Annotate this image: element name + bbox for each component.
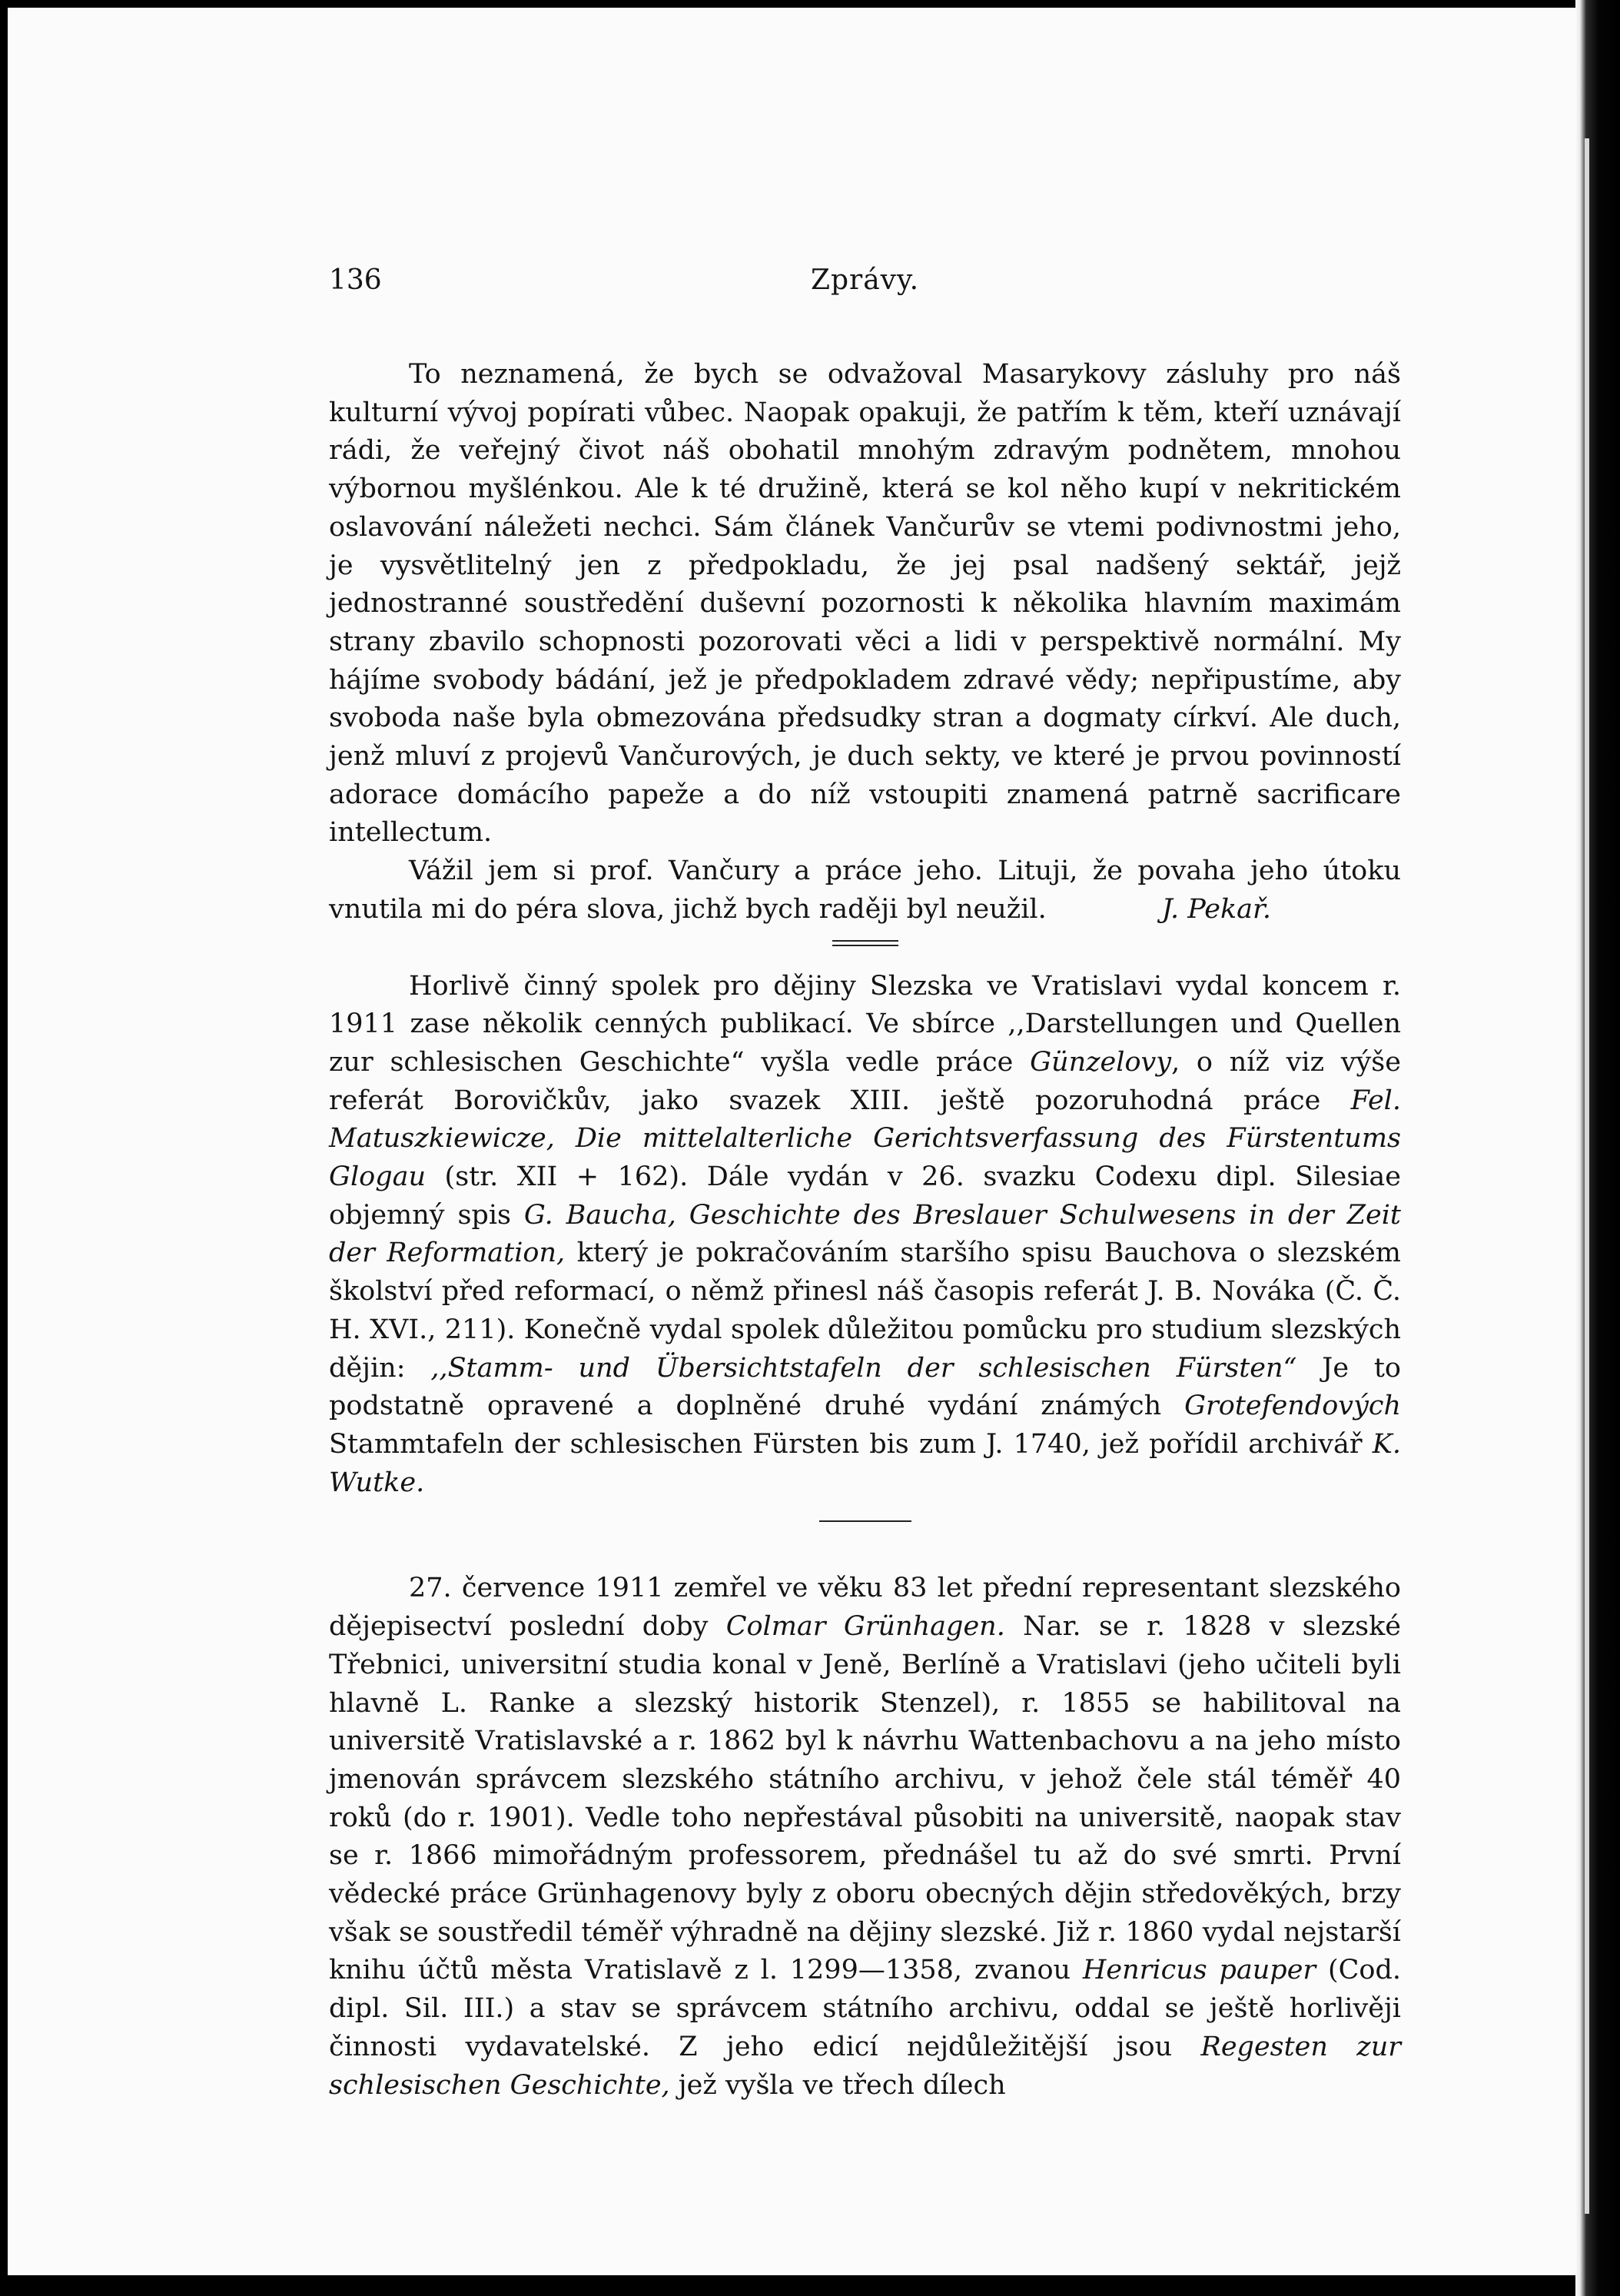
italic-run: G. Baucha, Geschichte des Breslauer Schulwesens in der Zeit der Reformation, bbox=[329, 1199, 1401, 1269]
signature: J. Pekař. bbox=[1161, 893, 1272, 925]
text-run: Nar. se r. 1828 v slezské Třebnici, universitní studia konal v Jeně, Berlíně a Vratislavi (jeho učiteli byli hlavně L. Ranke a slezský historik Stenzel), r. 1855 se habilitoval na universitě Vratislavské a r. 1862 byl k návrhu Wattenbachovu a na jeho místo jmenován správcem slezského státního archivu, v jehož čele stál téměř 40 roků (do r. 1901). Vedle toho nepřestával působiti na universitě, naopak stav se r. 1866 mimořádným professorem, přednášel tu až do své smrti. První vědecké práce Grünhagenovy byly z oboru obecných dějin středověkých, brzy však se soustředil téměř výhradně na dějiny slezské. Již r. 1860 vydal nejstarší knihu účtů města Vratislavě z l. 1299—1358, zvanou bbox=[329, 1611, 1401, 1986]
single-rule-divider bbox=[819, 1520, 911, 1522]
italic-run: Henricus pauper bbox=[1082, 1955, 1316, 1986]
italic-run: Grotefendových bbox=[1184, 1391, 1401, 1422]
running-head: Zprávy. bbox=[810, 264, 920, 296]
paragraph-pekar-reply: To neznamená, že bych se odvažoval Masarykovy zásluhy pro náš kulturní vývoj popírati vůbec. Naopak opakuji, že patřím k těm, kteří uznávají rádi, že veřejný čivot náš obohatil mnohým zdravým podnětem, mnohou výbornou myšlénkou. Ale k té družině, která se kol něho kupí v nekritickém oslavování náležeti nechci. Sám článek Vančurův se vtemi podivnostmi jeho, je vysvětlitelný jen z předpokladu, že jej psal nadšený sektář, jejž jednostranné soustředění duševní pozornosti k několika hlavním maximám strany zbavilo schopnosti pozorovati věci a lidi v perspektivě normální. My hájíme svobody bádání, jež je předpokladem zdravé vědy; nepřipustíme, aby svoboda naše byla obmezována předsudky stran a dogmaty církví. Ale duch, jenž mluví z projevů Vančurových, je duch sekty, ve které je prvou povinností adorace domácího papeže a do níž vstoupiti znamená patrně sacrificare intellectum. bbox=[329, 359, 1401, 849]
text-run: jež vyšla ve třech dílech bbox=[669, 2069, 1006, 2101]
text-run: Horlivě činný spolek pro dějiny Slezska ve Vratislavi vydal koncem r. 1911 zase několik cenných publikací. Ve sbírce ,,Darstellungen und Quellen zur schlesischen Geschichte“ vyšla vedle práce bbox=[329, 970, 1401, 1078]
text-run: (str. XII + 162). Dále vydán v 26. svazku Codexu dipl. Silesiae objemný spis bbox=[329, 1161, 1401, 1231]
text-run: , o níž viz výše referát Borovičkův, jako svazek XIII. ještě pozoruhodná práce bbox=[329, 1046, 1401, 1116]
italic-run: Günzelovy bbox=[1030, 1046, 1172, 1078]
page-number: 136 bbox=[329, 264, 382, 296]
italic-run: Regesten zur schlesischen Geschichte, bbox=[329, 2031, 1401, 2101]
book-page bbox=[8, 8, 1575, 2275]
closing-text: Vážil jem si prof. Vančury a práce jeho. Lituji, že povaha jeho útoku vnutila mi do péra slova, jichž bych raději byl neužil. bbox=[329, 856, 1401, 925]
paragraph-closing bbox=[329, 852, 1401, 929]
page-header bbox=[329, 261, 1401, 300]
scan-border-edge bbox=[1575, 0, 1620, 2296]
italic-run: K. Wutke. bbox=[329, 1428, 1401, 1498]
page-edge-shadow bbox=[1585, 138, 1589, 2214]
text-run: který je pokračováním staršího spisu Bauchova o slezském školství před reformací, o němž přinesl náš časopis referát J. B. Nováka (Č. Č. H. XVI., 211). Konečně vydal spolek důležitou pomůcku pro studium slezských dějin: bbox=[329, 1238, 1401, 1384]
text-run: Je to podstatně opravené a doplněné druhé vydání známých bbox=[329, 1352, 1401, 1422]
paragraph-silesian-society bbox=[329, 968, 1401, 1503]
text-run: Stammtafeln der schlesischen Fürsten bis zum J. 1740, jež pořídil archivář bbox=[329, 1428, 1373, 1460]
text-run: (Cod. dipl. Sil. III.) a stav se správcem státního archivu, oddal se ještě horlivěji činnosti vydavatelské. Z jeho edicí nejdůležitější jsou bbox=[329, 1955, 1402, 2062]
italic-run: Colmar Grünhagen. bbox=[725, 1611, 1005, 1643]
italic-run: Fel. Matuszkiewicze, Die mittelalterliche Gerichtsverfassung des Fürstentums Glogau bbox=[329, 1085, 1401, 1193]
text-run: 27. července 1911 zemřel ve věku 83 let přední representant slezského dějepisectví poslední doby bbox=[329, 1573, 1401, 1643]
double-rule-divider bbox=[832, 940, 898, 946]
paragraph-grunhagen-obituary bbox=[329, 1570, 1401, 2105]
italic-run: ,,Stamm- und Übersichtstafeln der schlesischen Fürsten“ bbox=[430, 1352, 1297, 1384]
text-column bbox=[329, 261, 1401, 2105]
